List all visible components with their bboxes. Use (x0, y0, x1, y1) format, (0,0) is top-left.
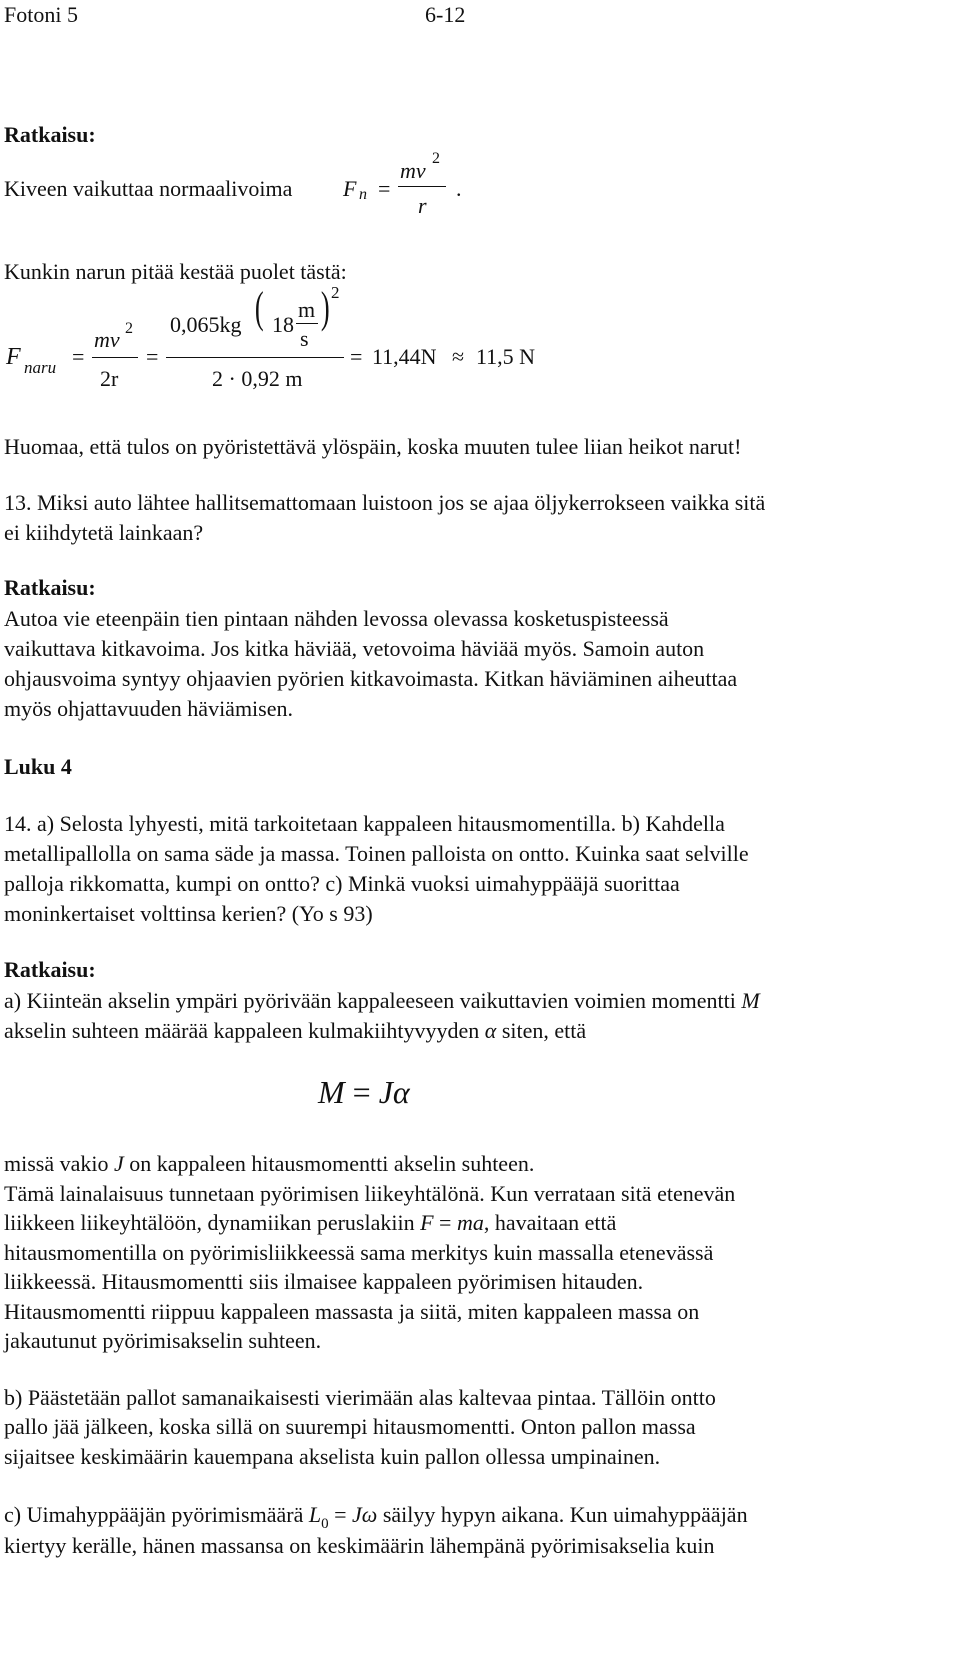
fraction-bar (166, 357, 344, 358)
question-14-line: metallipallolla on sama säde ja massa. Toinen palloista on ontto. Kuinka saat selville (4, 841, 749, 866)
answer-b-line: sijaitsee keskimäärin kauempana akselista kuin pallon ollessa umpinainen. (4, 1444, 661, 1469)
rounding-note: Huomaa, että tulos on pyöristettävä ylöspäin, koska muuten tulee liian heikot narut! (4, 434, 742, 459)
solution-heading: Ratkaisu: (4, 575, 96, 600)
answer-line: Autoa vie eteenpäin tien pintaan nähden levossa olevassa kosketuspisteessä (4, 606, 669, 631)
solution-heading: Ratkaisu: (4, 957, 96, 982)
chapter-heading: Luku 4 (4, 754, 72, 779)
question-14-line: moninkertaiset volttinsa kerien? (Yo s 93) (4, 901, 373, 926)
question-14-line: 14. a) Selosta lyhyesti, mitä tarkoitetaan kappaleen hitausmomentilla. b) Kahdella (4, 811, 725, 836)
answer-line: ohjausvoima syntyy ohjaavien pyörien kitkavoimasta. Kitkan häviäminen aiheuttaa (4, 666, 738, 691)
fraction-bar (296, 323, 318, 324)
answer-a-line6: hitausmomentilla on pyörimisliikkeessä sama merkitys kuin massalla etenevässä (4, 1240, 714, 1265)
answer-a-line8: Hitausmomentti riippuu kappaleen massasta ja siitä, miten kappaleen massa on (4, 1299, 700, 1324)
answer-c-line1: c) Uimahyppääjän pyörimismäärä $L_0 = J\omega$ säilyy hypyn aikana. Kun uimahyppääjän (4, 1502, 748, 1532)
question-13-line2: ei kiihdytetä lainkaan? (4, 520, 204, 545)
page-header-left: Fotoni 5 (4, 2, 78, 27)
answer-c-line2: kiertyy kerälle, hänen massansa on keskimäärin lähempänä pyörimisakselia kuin (4, 1533, 715, 1558)
question-14-line: palloja rikkomatta, kumpi on ontto? c) Minkä vuoksi uimahyppääjä suorittaa (4, 871, 680, 896)
answer-a-line3: missä vakio J on kappaleen hitausmomentti akselin suhteen. (4, 1151, 535, 1176)
page-header-right: 6-12 (425, 2, 466, 27)
answer-a-line9: jakautunut pyörimisakselin suhteen. (4, 1328, 322, 1353)
solution-heading: Ratkaisu: (4, 122, 96, 147)
normal-force-text: Kiveen vaikuttaa normaalivoima (4, 176, 293, 201)
rope-intro-text: Kunkin narun pitää kestää puolet tästä: (4, 259, 347, 284)
fraction-bar (398, 186, 446, 187)
answer-b-line: pallo jää jälkeen, koska sillä on suurempi hitausmomentti. Onton pallon massa (4, 1414, 696, 1439)
answer-a-line1: a) Kiinteän akselin ympäri pyörivään kappaleeseen vaikuttavien voimien momentti M (4, 988, 760, 1013)
answer-a-line5: liikkeen liikeyhtälöön, dynamiikan peruslakiin F = ma, havaitaan että (4, 1210, 617, 1235)
answer-b-line: b) Päästetään pallot samanaikaisesti vierimään alas kaltevaa pintaa. Tällöin ontto (4, 1385, 716, 1410)
left-paren: ( (254, 283, 264, 332)
answer-a-line4: Tämä lainalaisuus tunnetaan pyörimisen liikeyhtälönä. Kun verrataan sitä etenevän (4, 1181, 736, 1206)
fraction-bar (92, 357, 138, 358)
answer-line: myös ohjattavuuden häviämisen. (4, 696, 293, 721)
answer-a-line2: akselin suhteen määrää kappaleen kulmakiihtyvyyden α siten, että (4, 1018, 587, 1043)
moment-equation: M = Jα (318, 1074, 410, 1110)
right-paren: ) (320, 283, 330, 332)
answer-line: vaikuttava kitkavoima. Jos kitka häviää, vetovoima häviää myös. Samoin auton (4, 636, 705, 661)
question-13-line1: 13. Miksi auto lähtee hallitsemattomaan luistoon jos se ajaa öljykerrokseen vaikka sitä (4, 490, 766, 515)
answer-a-line7: liikkeessä. Hitausmomentti siis ilmaisee kappaleen pyörimisen hitauden. (4, 1269, 644, 1294)
